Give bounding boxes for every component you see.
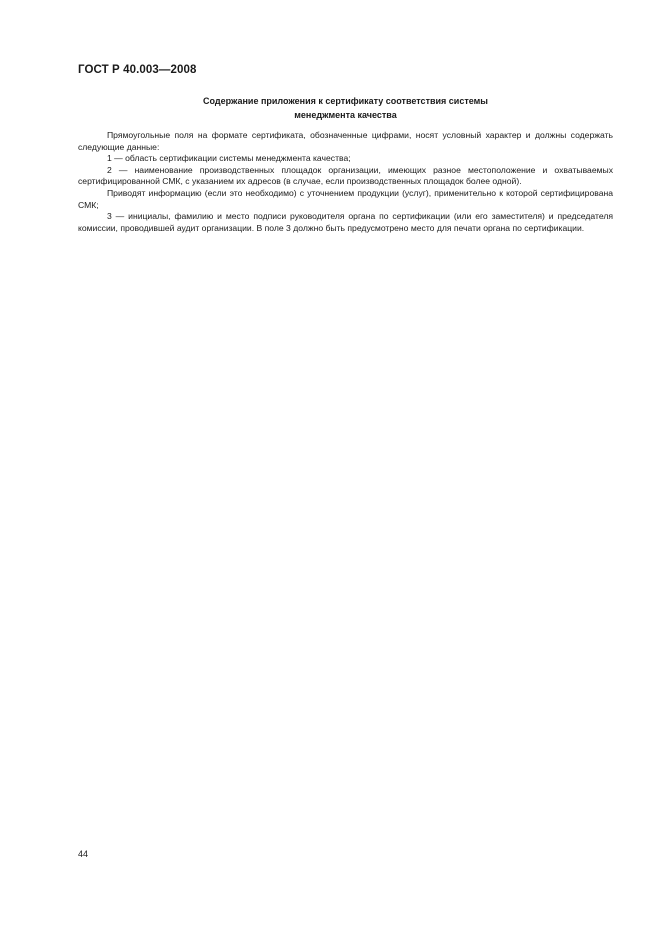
paragraph-field-3: 3 — инициалы, фамилию и место подписи руководителя органа по сертификации (или его заместителя) и председателя комиссии, проводившей аудит организации. В поле 3 должно быть предусмотрено место для печати органа по сертификации. [78,211,613,233]
paragraph-intro: Прямоугольные поля на формате сертификата, обозначенные цифрами, носят условный характер и должны содержать следующие данные: [78,130,613,152]
body-text [78,130,613,234]
paragraph-field-2: 2 — наименование производственных площадок организации, имеющих разное местоположение и охватываемых сертифицированной СМК, с указанием их адресов (в случае, если производственных площадок более одной). [78,164,613,187]
section-title-line-1: Содержание приложения к сертификату соответствия системы [203,96,488,106]
page-number: 44 [78,849,89,859]
paragraph-field-2-note: Приводят информацию (если это необходимо) с уточнением продукции (услуг), применительно к которой сертифицирована СМК; [78,187,613,210]
paragraph-field-1: 1 — область сертификации системы менеджмента качества; [107,153,351,164]
standard-header: ГОСТ Р 40.003—2008 [78,64,197,76]
section-title-line-2: менеджмента качества [294,110,397,120]
section-title [78,94,613,122]
